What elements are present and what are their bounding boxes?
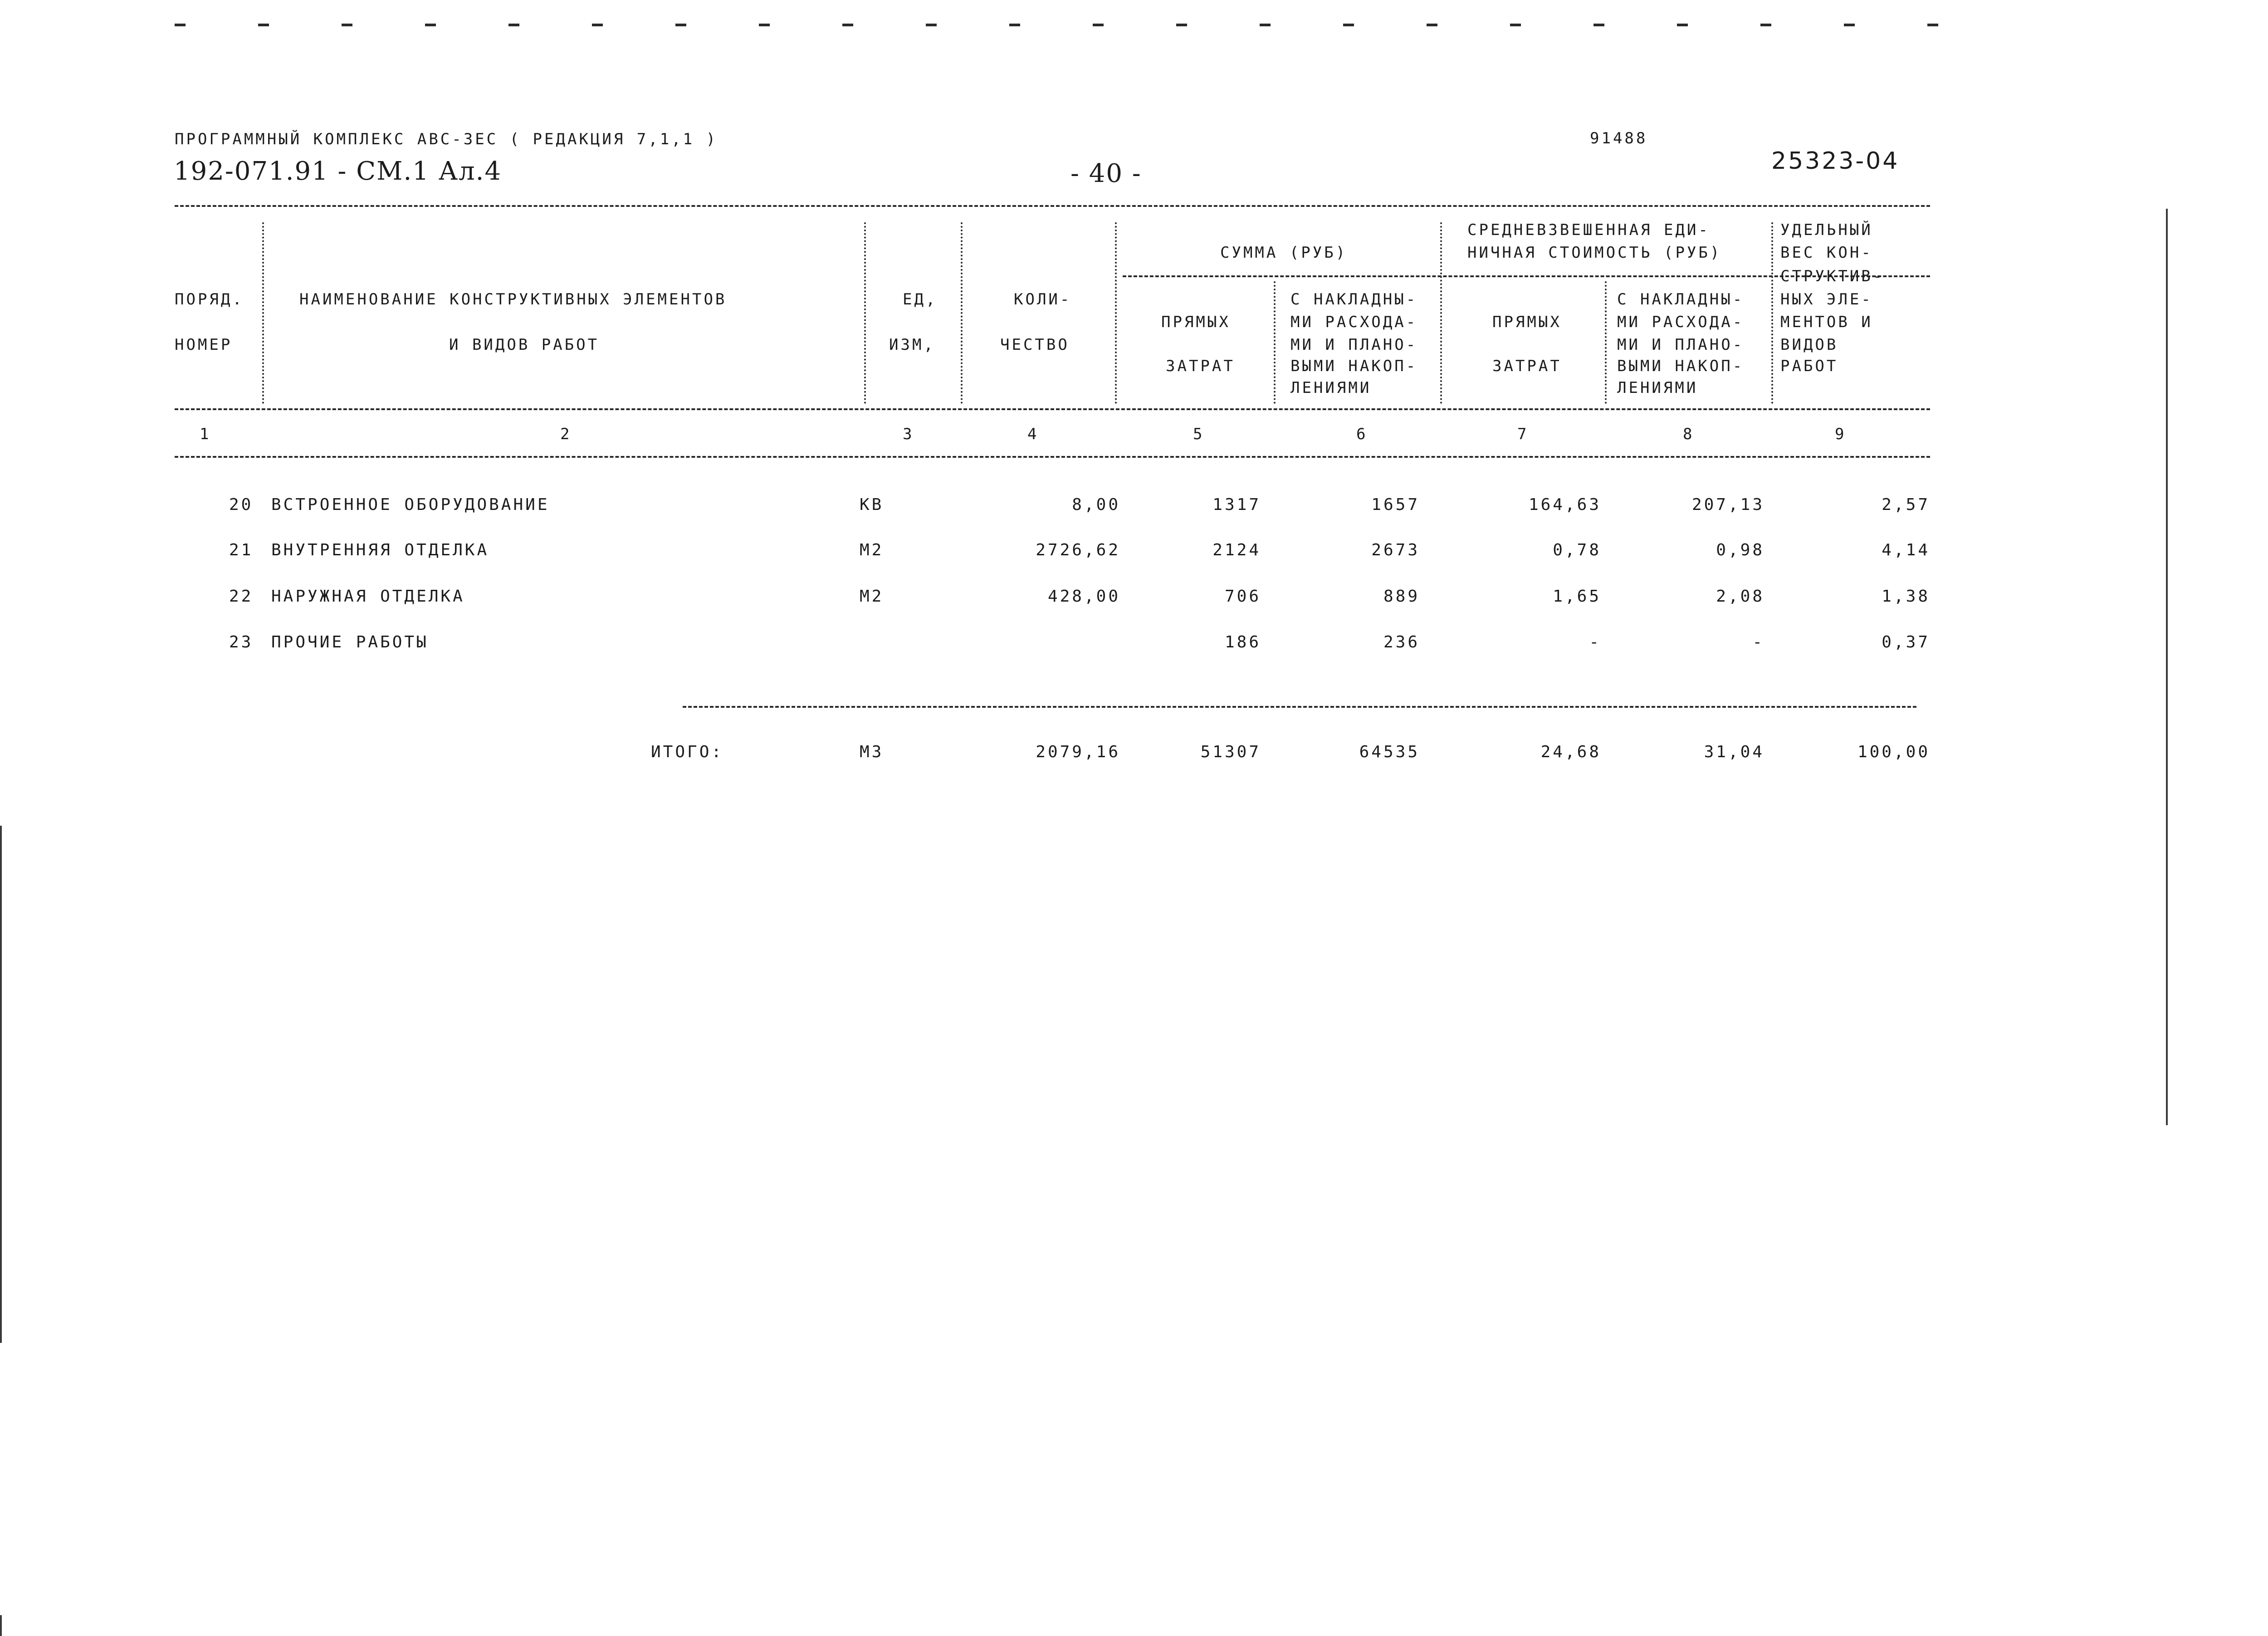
cell-qty: 8,00 [1072, 495, 1120, 514]
cell-overhead: 2673 [1371, 541, 1420, 559]
scan-dash [1927, 24, 1938, 26]
scan-dash [1427, 24, 1437, 26]
cell-name: НАРУЖНАЯ ОТДЕЛКА [271, 587, 465, 606]
hdr-avg-overhead-5: ЛЕНИЯМИ [1617, 379, 1698, 397]
scan-dash [1176, 24, 1187, 26]
cell-name: ВНУТРЕННЯЯ ОТДЕЛКА [271, 541, 489, 559]
scan-dash [759, 24, 770, 26]
hdr-direct-1: ПРЯМЫХ [1161, 313, 1231, 331]
scan-dash [1510, 24, 1521, 26]
hdr-overhead-2: МИ РАСХОДА- [1290, 313, 1418, 331]
total-rule [683, 706, 1916, 708]
cell-avg-overhead: - [1752, 633, 1765, 651]
cell-qty: 2726,62 [1036, 541, 1120, 559]
colnum-2: 2 [560, 425, 572, 443]
hdr-avg-overhead-1: С НАКЛАДНЫ- [1617, 290, 1745, 309]
sep-6 [1440, 222, 1442, 404]
total-avg-direct: 24,68 [1540, 743, 1601, 761]
sep-4 [1115, 222, 1117, 404]
cell-avg-direct: - [1589, 633, 1601, 651]
hdr-weight-3: СТРУКТИВ- [1780, 267, 1885, 285]
hdr-overhead-3: МИ И ПЛАНО- [1290, 336, 1418, 354]
scan-artifact-right [2166, 209, 2168, 1125]
hdr-avg-overhead-2: МИ РАСХОДА- [1617, 313, 1745, 331]
colnum-3: 3 [903, 425, 914, 443]
sep-8 [1771, 222, 1773, 404]
cell-weight: 4,14 [1882, 541, 1930, 559]
scan-dash [1260, 24, 1271, 26]
colnum-9: 9 [1835, 425, 1847, 443]
colnum-4: 4 [1027, 425, 1039, 443]
cell-avg-overhead: 207,13 [1691, 495, 1765, 514]
hdr-avg-group-2: НИЧНАЯ СТОИМОСТЬ (РУБ) [1467, 244, 1722, 262]
hdr-weight-2: ВЕС КОН- [1780, 244, 1873, 262]
cell-num: 23 [229, 633, 254, 651]
sep-3 [961, 222, 963, 404]
table-top-rule [175, 205, 1930, 207]
hdr-unit-1: ЕД, [903, 290, 938, 309]
cell-overhead: 1657 [1371, 495, 1420, 514]
scan-dash [592, 24, 603, 26]
scan-dash [1093, 24, 1104, 26]
hdr-order-1: ПОРЯД. [175, 290, 244, 309]
hdr-avg-overhead-4: ВЫМИ НАКОП- [1617, 357, 1745, 375]
cell-qty: 428,00 [1047, 587, 1120, 606]
hdr-qty-2: ЧЕСТВО [1000, 336, 1070, 354]
total-qty: 2079,16 [1036, 743, 1120, 761]
cell-unit: М2 [860, 541, 884, 559]
colnum-5: 5 [1193, 425, 1205, 443]
scan-dash [508, 24, 519, 26]
hdr-weight-7: РАБОТ [1780, 357, 1838, 375]
total-direct: 51307 [1200, 743, 1261, 761]
total-weight: 100,00 [1857, 743, 1930, 761]
scan-dash [258, 24, 269, 26]
cell-weight: 0,37 [1882, 633, 1930, 651]
hdr-weight-1: УДЕЛЬНЫЙ [1780, 221, 1873, 239]
cell-avg-direct: 164,63 [1528, 495, 1601, 514]
scan-dash [1760, 24, 1771, 26]
hdr-weight-6: ВИДОВ [1780, 336, 1838, 354]
cell-weight: 1,38 [1882, 587, 1930, 606]
hdr-avg-direct-2: ЗАТРАТ [1492, 357, 1562, 375]
hdr-name-2: И ВИДОВ РАБОТ [449, 336, 600, 354]
scan-dash [1593, 24, 1604, 26]
cell-unit: М2 [860, 587, 884, 606]
colnum-8: 8 [1683, 425, 1695, 443]
total-avg-overhead: 31,04 [1704, 743, 1765, 761]
hdr-sum-group: СУММА (РУБ) [1220, 244, 1348, 262]
cell-avg-direct: 0,78 [1553, 541, 1601, 559]
total-overhead: 64535 [1359, 743, 1420, 761]
cell-avg-direct: 1,65 [1553, 587, 1601, 606]
doc-number: 91488 [1590, 129, 1648, 147]
hdr-weight-5: МЕНТОВ И [1780, 313, 1873, 331]
page-number: - 40 - [1070, 159, 1142, 188]
doc-code: 192-071.91 - СМ.1 Ал.4 [174, 157, 502, 186]
scan-dash [1844, 24, 1855, 26]
cell-num: 20 [229, 495, 254, 514]
cell-direct: 1317 [1212, 495, 1261, 514]
cell-overhead: 236 [1383, 633, 1420, 651]
scan-dash [175, 24, 186, 26]
hdr-overhead-5: ЛЕНИЯМИ [1290, 379, 1372, 397]
hdr-order-2: НОМЕР [175, 336, 233, 354]
cell-avg-overhead: 2,08 [1716, 587, 1765, 606]
cell-direct: 2124 [1212, 541, 1261, 559]
sep-7 [1605, 281, 1607, 404]
program-line: ПРОГРАММНЫЙ КОМПЛЕКС АВС-3ЕС ( РЕДАКЦИЯ 7,1,1 ) [175, 130, 718, 148]
colnum-bottom-rule [175, 456, 1930, 458]
cell-direct: 186 [1224, 633, 1261, 651]
hdr-avg-overhead-3: МИ И ПЛАНО- [1617, 336, 1745, 354]
hdr-weight-4: НЫХ ЭЛЕ- [1780, 290, 1873, 309]
scan-dash [926, 24, 937, 26]
hdr-name-1: НАИМЕНОВАНИЕ КОНСТРУКТИВНЫХ ЭЛЕМЕНТОВ [299, 290, 727, 309]
total-unit: М3 [860, 743, 884, 761]
cell-num: 21 [229, 541, 254, 559]
hdr-direct-2: ЗАТРАТ [1166, 357, 1235, 375]
scan-artifact-left [0, 826, 2, 1343]
sep-1 [262, 222, 264, 404]
scan-dash [425, 24, 436, 26]
total-label: ИТОГО: [651, 743, 724, 761]
scan-artifact-left-bottom [0, 1615, 2, 1636]
hdr-unit-2: ИЗМ, [889, 336, 935, 354]
cell-overhead: 889 [1383, 587, 1420, 606]
colnum-6: 6 [1356, 425, 1368, 443]
cell-unit: КВ [860, 495, 884, 514]
header-bottom-rule [175, 408, 1930, 410]
cell-name: ПРОЧИЕ РАБОТЫ [271, 633, 429, 651]
scan-dash [842, 24, 853, 26]
scan-dash [1677, 24, 1688, 26]
hdr-avg-direct-1: ПРЯМЫХ [1492, 313, 1562, 331]
cell-avg-overhead: 0,98 [1716, 541, 1765, 559]
scan-dash [342, 24, 352, 26]
scan-dash [1009, 24, 1020, 26]
sep-5 [1274, 281, 1276, 404]
scan-dash [1343, 24, 1354, 26]
sep-2 [864, 222, 866, 404]
hdr-overhead-1: С НАКЛАДНЫ- [1290, 290, 1418, 309]
stamp-code: 25323-04 [1771, 147, 1900, 175]
hdr-avg-group-1: СРЕДНЕВЗВЕШЕННАЯ ЕДИ- [1467, 221, 1710, 239]
scan-dash [675, 24, 686, 26]
cell-direct: 706 [1224, 587, 1261, 606]
cell-num: 22 [229, 587, 254, 606]
hdr-qty-1: КОЛИ- [1014, 290, 1072, 309]
colnum-1: 1 [200, 425, 211, 443]
cell-weight: 2,57 [1882, 495, 1930, 514]
hdr-overhead-4: ВЫМИ НАКОП- [1290, 357, 1418, 375]
colnum-7: 7 [1517, 425, 1529, 443]
cell-name: ВСТРОЕННОЕ ОБОРУДОВАНИЕ [271, 495, 550, 514]
